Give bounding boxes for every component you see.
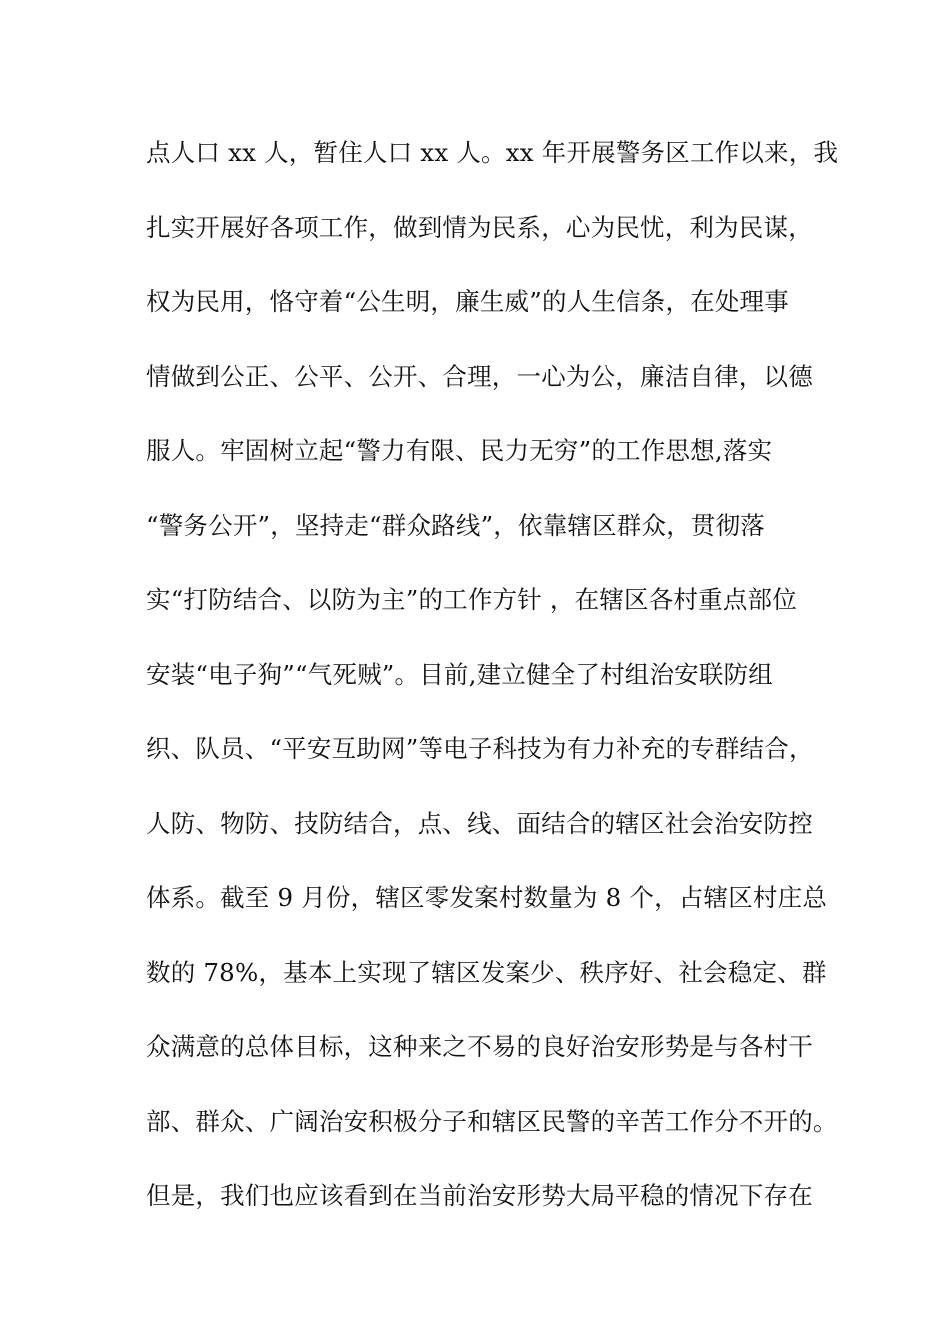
text-line: “警务公开”，坚持走“群众路线”，依靠辖区群众，贯彻落 xyxy=(146,510,765,540)
body-text xyxy=(146,130,839,1248)
text-line: 扎实开展好各项工作，做到情为民系，心为民忧，利为民谋， xyxy=(146,212,813,242)
text-line: 人防、物防、技防结合，点、线、面结合的辖区社会治安防控 xyxy=(146,808,813,838)
text-line: 众满意的总体目标，这种来之不易的良好治安形势是与各村干 xyxy=(146,1032,813,1061)
text-line: 安装“电子狗”“气死贼”。目前,建立健全了村组治安联防组 xyxy=(146,659,773,689)
text-line: 服人。牢固树立起“警力有限、民力无穷”的工作思想,落实 xyxy=(146,436,773,465)
text-line: 实“打防结合、以防为主”的工作方针 ，在辖区各村重点部位 xyxy=(146,585,797,614)
text-line: 但是，我们也应该看到在当前治安形势大局平稳的情况下存在 xyxy=(146,1181,813,1210)
text-line: 权为民用，恪守着“公生明，廉生威”的人生信条，在处理事 xyxy=(146,287,789,316)
text-line: 部、群众、广阔治安积极分子和辖区民警的辛苦工作分不开的。 xyxy=(146,1106,838,1136)
text-line: 点人口 xx 人，暂住人口 xx 人。xx 年开展警务区工作以来，我 xyxy=(146,138,839,167)
text-line: 体系。截至 9 月份，辖区零发案村数量为 8 个，占辖区村庄总 xyxy=(146,883,828,912)
text-line: 情做到公正、公平、公开、合理，一心为公，廉洁自律，以德 xyxy=(146,361,813,391)
text-line: 数的 78%，基本上实现了辖区发案少、秩序好、社会稳定、群 xyxy=(146,957,827,987)
text-line: 织、队员、“平安互助网”等电子科技为有力补充的专群结合， xyxy=(146,734,814,763)
